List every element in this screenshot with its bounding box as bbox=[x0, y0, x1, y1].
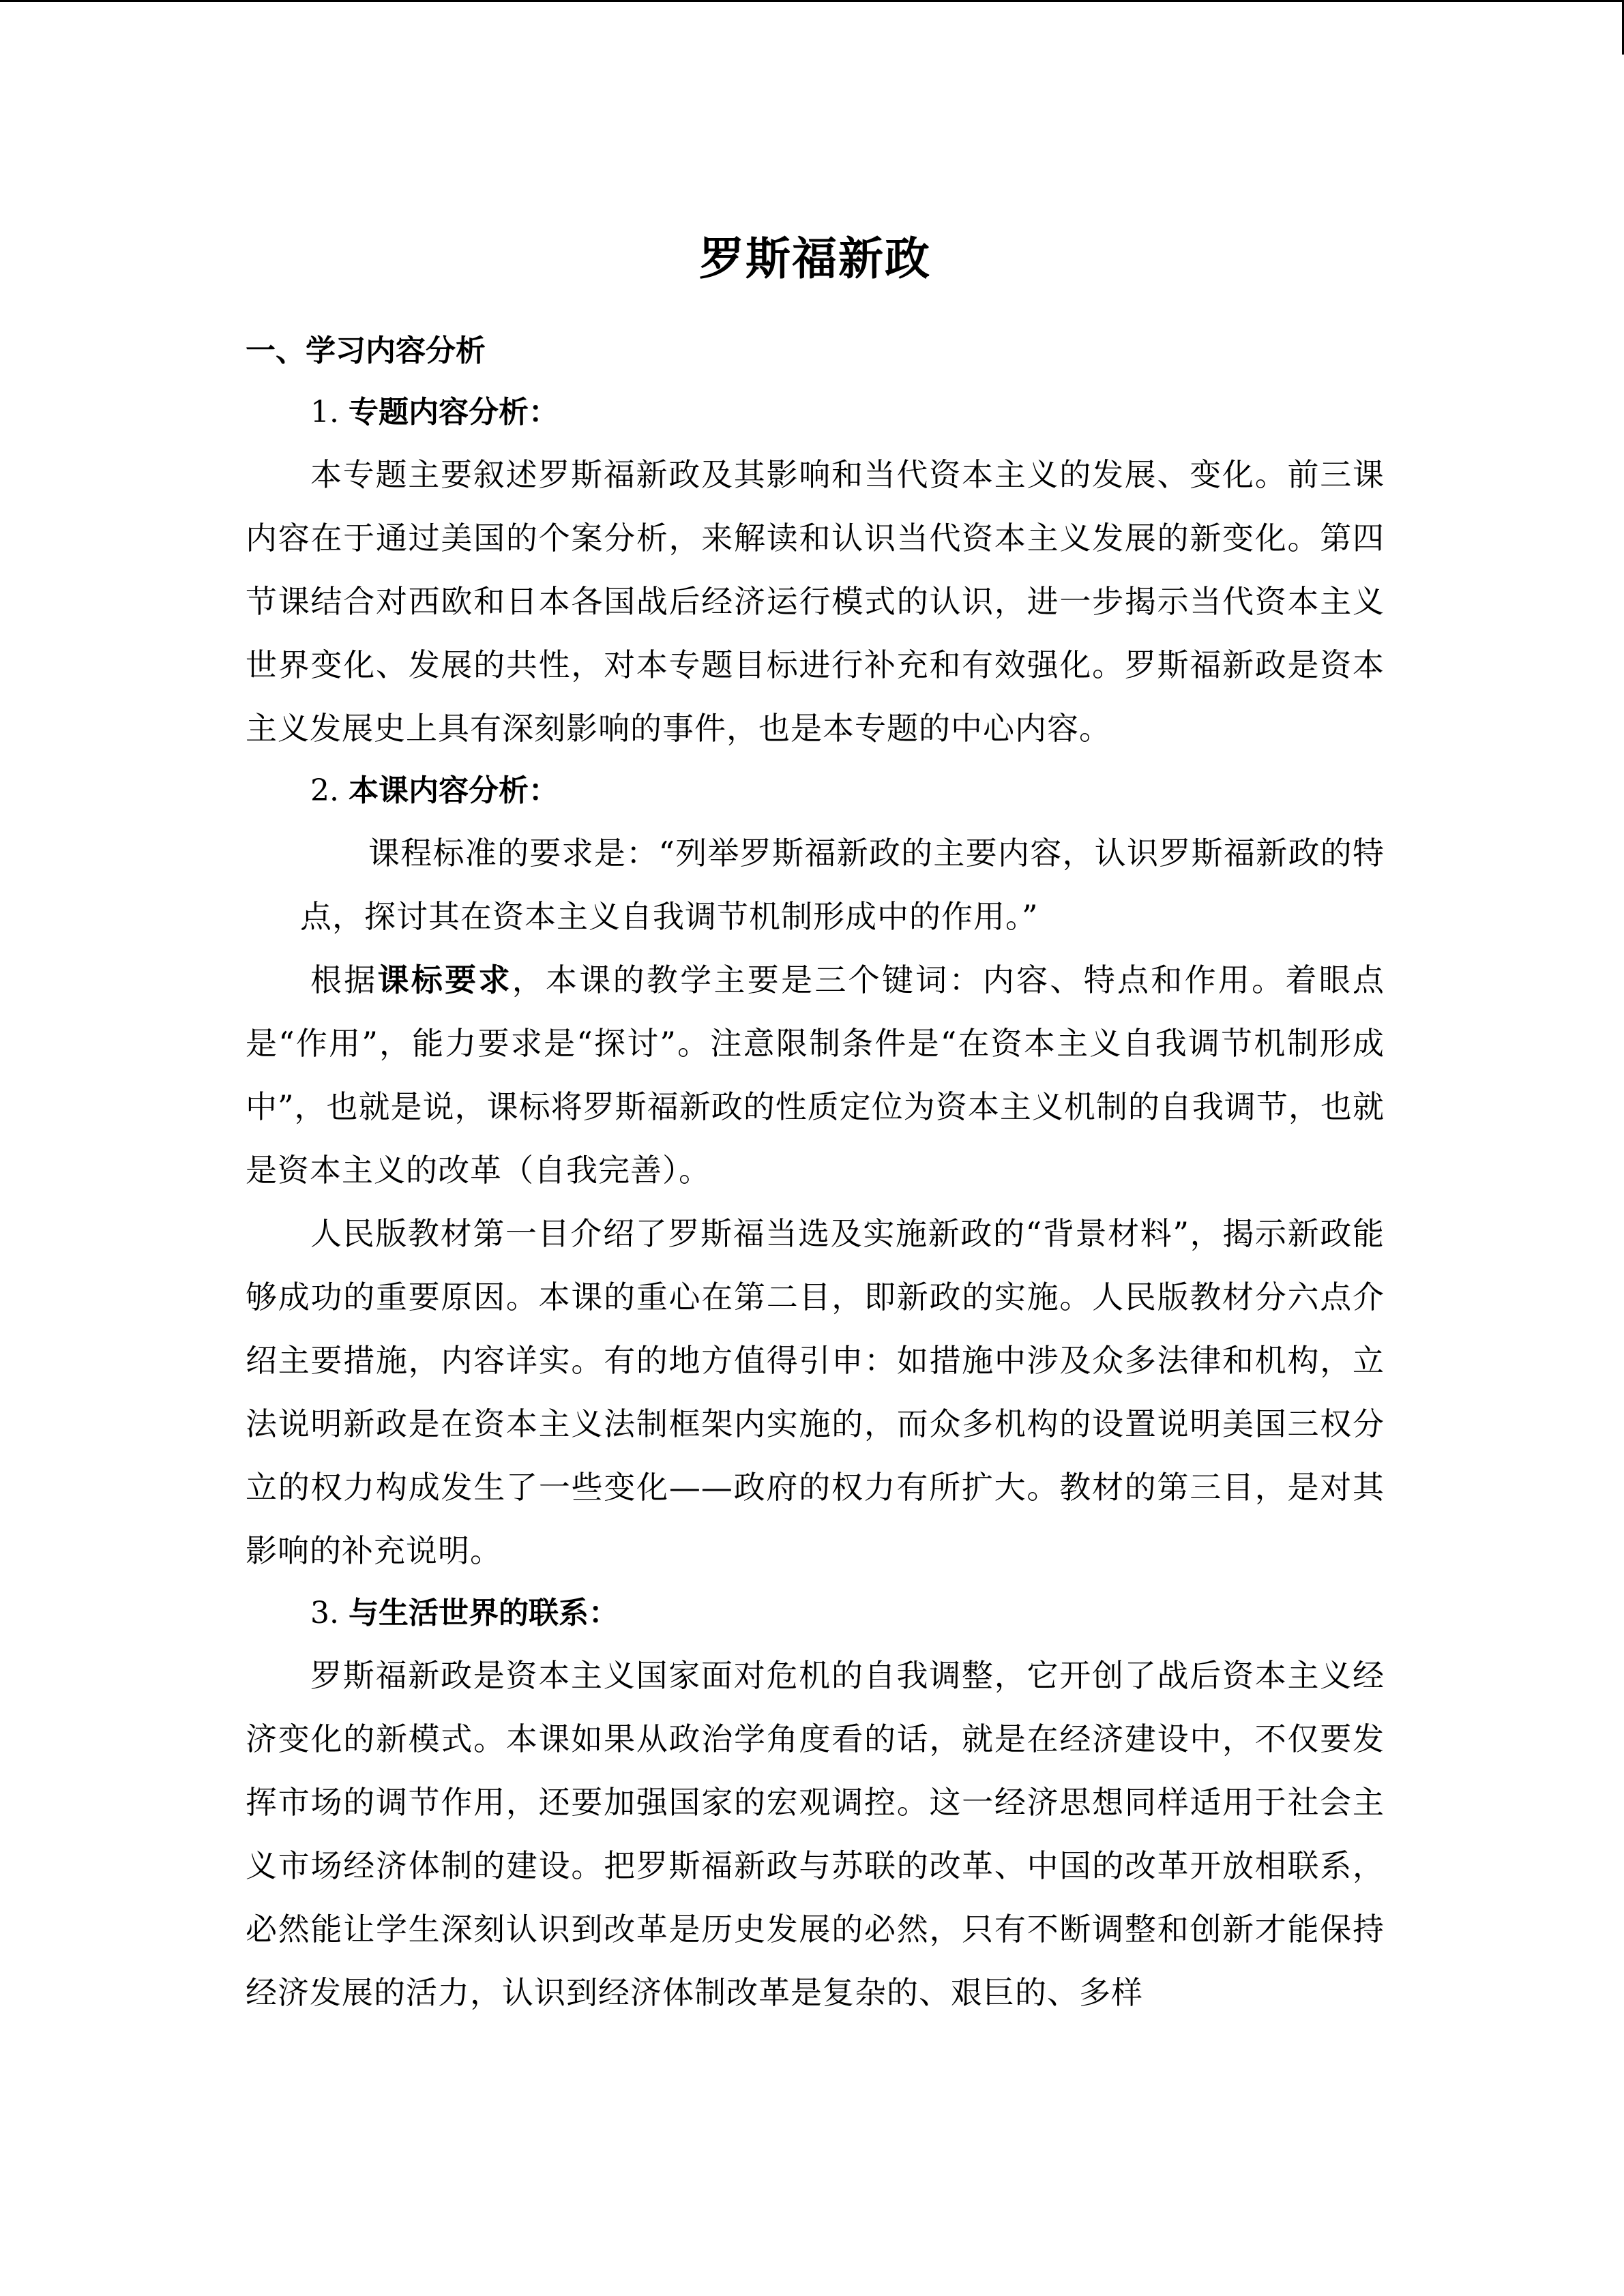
subheading-topic-analysis bbox=[246, 382, 1385, 443]
subheading-label: 专题内容分析： bbox=[348, 395, 559, 430]
paragraph-curriculum-standard: 课程标准的要求是：“列举罗斯福新政的主要内容，认识罗斯福新政的特点，探讨其在资本主义自我调节机制形成中的作用。” bbox=[300, 835, 1385, 935]
subheading-number: 1. bbox=[310, 395, 339, 430]
paragraph-prefix: 根据 bbox=[310, 961, 378, 998]
paragraph-topic-content: 本专题主要叙述罗斯福新政及其影响和当代资本主义的发展、变化。前三课内容在于通过美国的个案分析，来解读和认识当代资本主义发展的新变化。第四节课结合对西欧和日本各国战后经济运行模式的认识，进一步揭示当代资本主义世界变化、发展的共性，对本专题目标进行补充和有效强化。罗斯福新政是资本主义发展史上具有深刻影响的事件，也是本专题的中心内容。 bbox=[246, 456, 1385, 747]
document-title: 罗斯福新政 bbox=[699, 233, 931, 285]
paragraph-life-connection: 罗斯福新政是资本主义国家面对危机的自我调整，它开创了战后资本主义经济变化的新模式。本课如果从政治学角度看的话，就是在经济建设中，不仅要发挥市场的调节作用，还要加强国家的宏观调控。这一经济思想同样适用于社会主义市场经济体制的建设。把罗斯福新政与苏联的改革、中国的改革开放相联系，必然能让学生深刻认识到改革是历史发展的必然，只有不断调整和创新才能保持经济发展的活力，认识到经济体制改革是复杂的、艰巨的、多样 bbox=[246, 1657, 1385, 2011]
subheading-lesson-analysis bbox=[246, 760, 1385, 822]
paragraph-rest: ，本课的教学主要是三个键词：内容、特点和作用。着眼点是“作用”，能力要求是“探讨”。注意限制条件是“在资本主义自我调节机制形成中”，也就是说，课标将罗斯福新政的性质定位为资本主义机制的自我调节，也就是资本主义的改革（自我完善）。 bbox=[246, 961, 1385, 1189]
paragraph-bold-keyword: 课标要求 bbox=[377, 961, 512, 998]
subheading-label: 与生活世界的联系： bbox=[348, 1596, 619, 1630]
paragraph-textbook-analysis: 人民版教材第一目介绍了罗斯福当选及实施新政的“背景材料”，揭示新政能够成功的重要原因。本课的重心在第二目，即新政的实施。人民版教材分六点介绍主要措施，内容详实。有的地方值得引申：如措施中涉及众多法律和机构，立法说明新政是在资本主义法制框架内实施的，而众多机构的设置说明美国三权分立的权力构成发生了一些变化——政府的权力有所扩大。教材的第三目，是对其影响的补充说明。 bbox=[246, 1215, 1385, 1569]
subheading-number: 2. bbox=[310, 773, 339, 808]
document-body bbox=[246, 225, 1385, 2025]
subheading-life-connection bbox=[246, 1583, 1385, 1644]
subheading-number: 3. bbox=[310, 1596, 339, 1630]
section-heading-learning-analysis: 一、学习内容分析 bbox=[246, 333, 486, 368]
page-top-border bbox=[0, 0, 1624, 2]
subheading-label: 本课内容分析： bbox=[348, 773, 559, 808]
paragraph-standard-requirements bbox=[246, 949, 1385, 1202]
